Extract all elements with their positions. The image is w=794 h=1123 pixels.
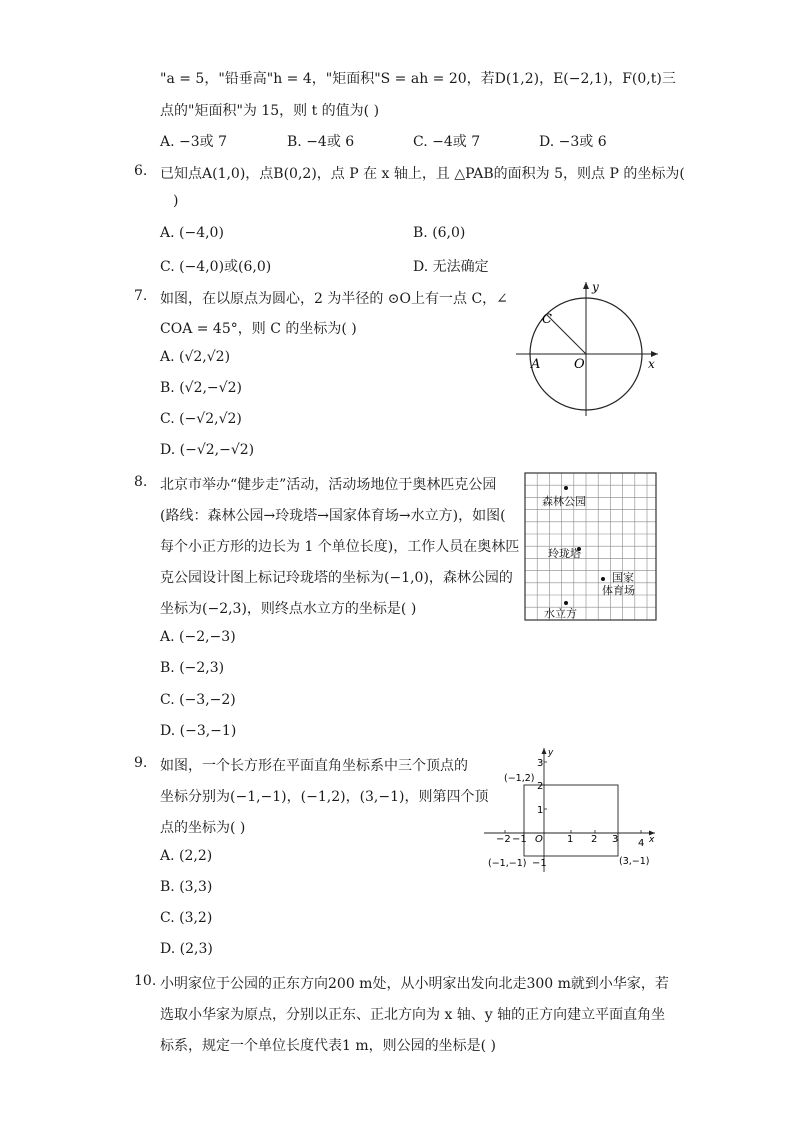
q8-line-1: 北京市举办“健步走”活动，活动场地位于奥林匹克公园 <box>160 477 497 493</box>
q5-line-2: 点的"矩面积"为 15，则 t 的值为( ) <box>160 103 380 119</box>
q7-option-c[interactable]: C. (−√2,√2) <box>160 411 242 427</box>
q7-origin-label: O <box>574 357 585 372</box>
q8-line-3: 每个小正方形的边长为 1 个单位长度)，工作人员在奥林匹 <box>160 539 520 555</box>
q9-option-d[interactable]: D. (2,3) <box>160 941 213 957</box>
q7-y-arrow-icon <box>583 282 589 289</box>
q9-line-1: 如图，一个长方形在平面直角坐标系中三个顶点的 <box>160 758 468 774</box>
q7-option-a[interactable]: A. (√2,√2) <box>160 349 231 365</box>
q9-xtick-neg1: −1 <box>512 834 527 845</box>
q9-option-b[interactable]: B. (3,3) <box>160 879 213 895</box>
q10-line-2: 选取小华家为原点，分别以正东、正北方向为 x 轴、y 轴的正方向建立平面直角坐 <box>160 1007 666 1023</box>
q6-option-a[interactable]: A. (−4,0) <box>160 225 224 241</box>
q10-line-1: 小明家位于公园的正东方向200 m处，从小明家出发向北走300 m就到小华家，若 <box>160 976 669 992</box>
q9-line-3: 点的坐标为( ) <box>160 820 246 836</box>
q7-line-2: COA = 45°，则 C 的坐标为( ) <box>160 321 357 337</box>
q7-line-1: 如图，在以原点为圆心，2 为半径的 ⊙O上有一点 C，∠ <box>160 291 508 307</box>
q9-rectangle <box>524 785 618 856</box>
q9-point-top-left-label: (−1,2) <box>504 773 535 784</box>
q9-ytick-3: 3 <box>537 758 544 769</box>
q9-number: 9. <box>134 755 148 771</box>
q6-line-2: ) <box>173 193 179 209</box>
q8-water-cube-dot <box>564 601 568 605</box>
q8-park-map <box>524 471 658 623</box>
q10-line-3: 标系，规定一个单位长度代表1 m，则公园的坐标是( ) <box>160 1038 497 1054</box>
q5-option-b[interactable]: B. −4或 6 <box>287 134 355 150</box>
q8-option-c[interactable]: C. (−3,−2) <box>160 692 236 708</box>
q7-x-label: x <box>648 357 655 371</box>
q9-ytick-2: 2 <box>537 781 544 792</box>
q8-option-b[interactable]: B. (−2,3) <box>160 660 225 676</box>
q8-line-5: 坐标为(−2,3)，则终点水立方的坐标是( ) <box>160 601 417 617</box>
q6-line-1: 已知点A(1,0)，点B(0,2)，点 P 在 x 轴上，且 △PAB的面积为 5，则点 P 的坐标为( <box>160 166 685 182</box>
q7-radius-oc <box>546 314 586 354</box>
q8-stadium-label-2: 体育场 <box>602 584 635 597</box>
q7-option-d[interactable]: D. (−√2,−√2) <box>160 442 255 458</box>
q8-line-2: (路线：森林公园→玲珑塔→国家体育场→水立方)，如图( <box>160 508 506 524</box>
q9-point-bottom-right-label: (3,−1) <box>619 856 650 867</box>
q6-number: 6. <box>134 163 148 179</box>
q7-point-c-label: C <box>542 312 552 327</box>
q9-xtick-4: 4 <box>638 838 645 849</box>
q5-option-d[interactable]: D. −3或 6 <box>539 134 607 150</box>
q9-x-label: x <box>649 835 655 845</box>
q8-number: 8. <box>134 474 148 490</box>
q5-option-c[interactable]: C. −4或 7 <box>413 134 481 150</box>
q9-rectangle-figure <box>482 744 658 876</box>
q9-option-a[interactable]: A. (2,2) <box>160 848 213 864</box>
q7-number: 7. <box>134 288 148 304</box>
q8-option-a[interactable]: A. (−2,−3) <box>160 629 236 645</box>
q9-ytick-1: 1 <box>537 805 544 816</box>
q6-option-d[interactable]: D. 无法确定 <box>413 259 489 275</box>
q8-forest-park-dot <box>564 486 568 490</box>
q9-option-c[interactable]: C. (3,2) <box>160 910 213 926</box>
q8-forest-park-label: 森林公园 <box>542 495 586 508</box>
q8-water-cube-label: 水立方 <box>544 607 577 620</box>
q9-xtick-3: 3 <box>612 834 619 845</box>
q6-option-b[interactable]: B. (6,0) <box>413 225 466 241</box>
q9-xtick-2: 2 <box>591 834 598 845</box>
q5-option-a[interactable]: A. −3或 7 <box>160 134 228 150</box>
q8-stadium-label-1: 国家 <box>612 571 634 584</box>
q8-stadium-dot <box>601 577 605 581</box>
q9-ytick-neg1: −1 <box>532 858 547 869</box>
q9-point-bottom-left-label: (−1,−1) <box>488 858 527 869</box>
q9-xtick-neg2: −2 <box>496 834 511 845</box>
q9-xtick-1: 1 <box>567 834 574 845</box>
q8-option-d[interactable]: D. (−3,−1) <box>160 723 237 739</box>
q7-option-b[interactable]: B. (√2,−√2) <box>160 380 242 396</box>
q7-circle-figure <box>512 278 662 420</box>
q9-y-label: y <box>548 748 554 758</box>
q9-line-2: 坐标分别为(−1,−1)，(−1,2)，(3,−1)，则第四个顶 <box>160 789 489 805</box>
q9-origin-label: O <box>535 834 543 845</box>
q6-option-c[interactable]: C. (−4,0)或(6,0) <box>160 259 272 275</box>
q8-line-4: 克公园设计图上标记玲珑塔的坐标为(−1,0)，森林公园的 <box>160 570 513 586</box>
q8-tower-label: 玲珑塔 <box>548 547 581 560</box>
q5-line-1: "a = 5，"铅垂高"h = 4，"矩面积"S = ah = 20，若D(1,2)，E(−2,1)，F(0,t)三 <box>160 71 676 87</box>
q7-y-label: y <box>592 280 599 294</box>
q9-y-arrow-icon <box>542 748 547 754</box>
q10-number: 10. <box>134 973 157 989</box>
q7-point-a-label: A <box>531 357 541 372</box>
